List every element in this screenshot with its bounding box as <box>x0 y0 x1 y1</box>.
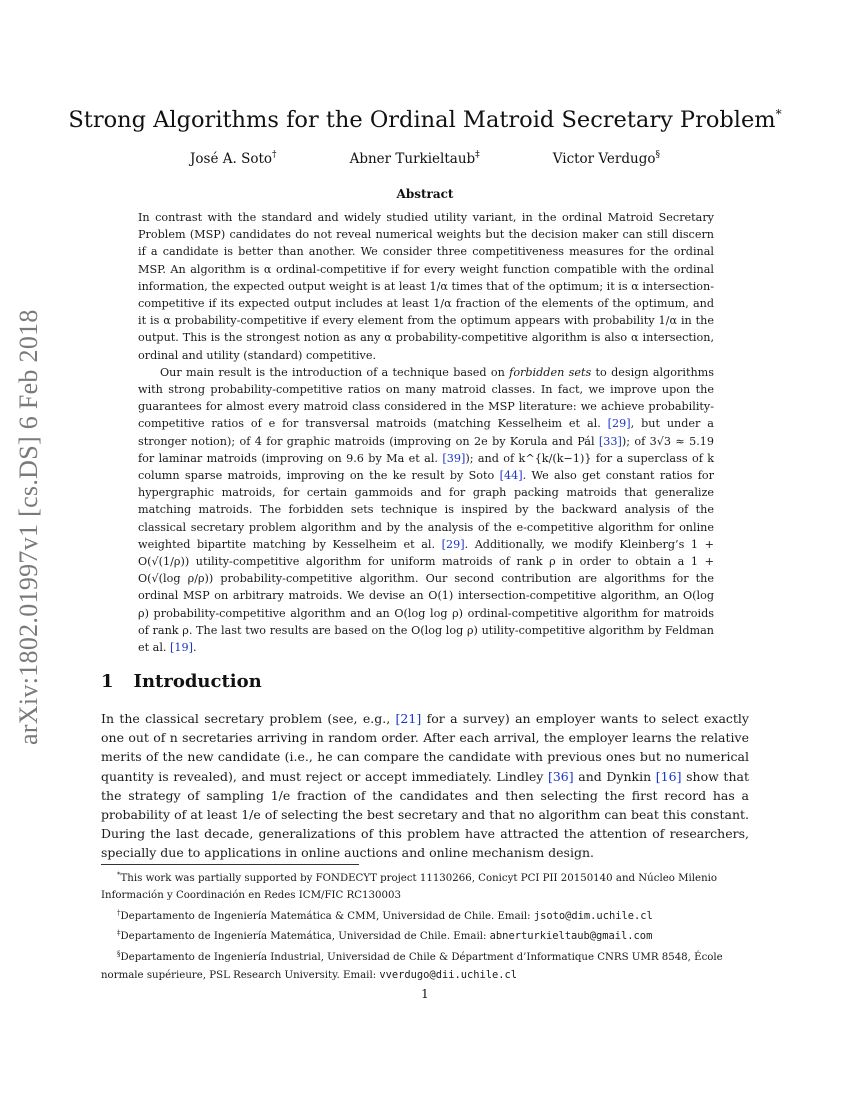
author <box>190 150 277 167</box>
introduction-body <box>101 709 749 863</box>
text-run: Our main result is the introduction of a technique based on <box>160 365 505 379</box>
author <box>350 150 480 167</box>
footnote-text: Departamento de Ingeniería Matemática & CMM, Universidad de Chile. Email: <box>120 910 531 922</box>
footnote-text: Departamento de Ingeniería Industrial, Universidad de Chile & Départment d’Informatique CNRS UMR 8548, École normale supérieure, PSL Research University. Email: <box>101 952 723 981</box>
citation-link[interactable]: [36] <box>547 768 574 784</box>
author-mark: † <box>272 150 277 160</box>
paper-title <box>0 100 850 134</box>
author-name: Abner Turkieltaub <box>349 151 476 167</box>
citation-link[interactable]: [44] <box>499 469 523 483</box>
email-address[interactable]: jsoto@dim.uchile.cl <box>533 909 653 922</box>
section-heading <box>101 671 262 692</box>
citation-link[interactable]: [19] <box>170 641 194 655</box>
emphasis: forbidden sets <box>509 365 592 379</box>
text-run: In the classical secretary problem (see, e.g., <box>101 711 391 726</box>
author-mark: § <box>655 150 660 160</box>
section-title: Introduction <box>133 671 262 692</box>
email-address[interactable]: vverdugo@dii.uchile.cl <box>379 968 518 981</box>
footnote <box>101 925 751 946</box>
author <box>553 150 660 167</box>
page-number: 1 <box>421 987 429 1001</box>
text-run: . Additionally, we modify Kleinberg’s 1 + O(√(1/ρ)) utility-competitive algorithm for uniform matroids of rank ρ in order to obtain a 1 + O(√(log ρ/ρ)) probability-competitive algorithm. Our second contribution are algorithms for the ordinal MSP on arbitrary matroids. We devise an O(1) intersection-competitive algorithm, an O(log ρ) probability-competitive algorithm and an O(log log ρ) ordinal-competitive algorithm for matroids of rank ρ. The last two results are based on the O(log log ρ) utility-competitive algorithm by Feldman et al. <box>138 537 714 655</box>
footnote <box>101 867 751 905</box>
abstract-heading: Abstract <box>396 187 454 201</box>
footnote-mark: * <box>117 871 121 879</box>
abstract-body <box>138 209 714 656</box>
footnote-text: This work was partially supported by FONDECYT project 11130266, Conicyt PCI PII 20150140 and Núcleo Milenio Información y Coordinación en Redes ICM/FIC RC130003 <box>101 873 718 901</box>
footnote <box>101 946 751 985</box>
citation-link[interactable]: [39] <box>442 451 466 465</box>
author-list <box>190 150 660 167</box>
section-number: 1 <box>101 671 114 692</box>
abstract-paragraph <box>138 364 714 656</box>
text-run: show that the strategy of sampling 1/e fraction of the candidates and then selecting the first record has a probability of at least 1/e of selecting the best secretary and that no algorithm can beat this constant. During the last decade, generalizations of this problem have attracted the attention of researchers, specially due to applications in online auctions and online mechanism design. <box>101 768 749 861</box>
footnote-mark: † <box>117 908 121 917</box>
footnote-mark: § <box>117 950 121 959</box>
abstract-paragraph: In contrast with the standard and widely studied utility variant, in the ordinal Matroid Secretary Problem (MSP) candidates do not reveal numerical weights but the decision maker can still discern if a candidate is better than another. We consider three competitiveness measures for the ordinal MSP. An algorithm is α ordinal-competitive if for every weight function compatible with the ordinal information, the expected output weight is at least 1/α times that of the optimum; it is α intersection-competitive if its expected output includes at least 1/α fraction of the elements of the optimum, and it is α probability-competitive if every element from the optimum appears with probability 1/α in the output. This is the strongest notion as any α probability-competitive algorithm is also α intersection, ordinal and utility (standard) competitive. <box>138 211 714 362</box>
citation-link[interactable]: [29] <box>441 537 465 551</box>
citation-link[interactable]: [33] <box>598 434 622 448</box>
author-name: José A. Soto <box>190 151 273 167</box>
author-mark: ‡ <box>475 150 480 160</box>
text-run: for a survey) an employer wants to select exactly one out of n secretaries arriving in random order. After each arrival, the employer learns the relative merits of the new candidate (i.e., he can compare the candidate with previous ones but no numerical quantity is revealed), and must reject or accept immediately. Lindley <box>101 711 749 784</box>
text-run: . We also get constant ratios for hypergraphic matroids, for certain gammoids and for graph packing matroids that generalize matching matroids. The forbidden sets technique is inspired by the backward analysis of the classical secretary problem algorithm and by the analysis of the e-competitive algorithm for online weighted bipartite matching by Kesselheim et al. <box>138 469 714 551</box>
footnote-mark: ‡ <box>117 929 121 938</box>
author-name: Victor Verdugo <box>552 151 656 167</box>
arxiv-identifier-stamp: arXiv:1802.01997v1 [cs.DS] 6 Feb 2018 <box>14 309 43 745</box>
citation-link[interactable]: [21] <box>395 711 422 726</box>
footnote <box>101 905 751 926</box>
text-run: . <box>193 641 197 655</box>
footnote-divider <box>101 864 359 865</box>
text-run: , but under a stronger notion); of 4 for graphic matroids (improving on 2e by Korula and Pál <box>138 417 714 448</box>
text-run: and Dynkin <box>578 768 652 784</box>
citation-link[interactable]: [16] <box>655 768 682 784</box>
citation-link[interactable]: [29] <box>607 417 631 431</box>
text-run: to design algorithms with strong probability-competitive ratios on many matroid classes. In fact, we improve upon the guarantees for almost every matroid class considered in the MSP literature: we achieve probability-competitive ratios of e for transversal matroids (matching Kesselheim et al. <box>138 365 715 431</box>
title-footnote-mark: * <box>775 107 782 121</box>
email-address[interactable]: abnerturkieltaub@gmail.com <box>489 930 653 943</box>
title-text: Strong Algorithms for the Ordinal Matroid Secretary Problem <box>68 107 776 133</box>
intro-paragraph <box>101 709 749 863</box>
text-run: ); and of k^{k/(k−1)} for a superclass of k column sparse matroids, improving on the ke result by Soto <box>138 451 715 483</box>
text-run: ); of 3√3 ≈ 5.19 for laminar matroids (improving on 9.6 by Ma et al. <box>138 434 715 465</box>
footnote-text: Departamento de Ingeniería Matemática, Universidad de Chile. Email: <box>120 931 487 943</box>
footnotes <box>101 867 751 985</box>
